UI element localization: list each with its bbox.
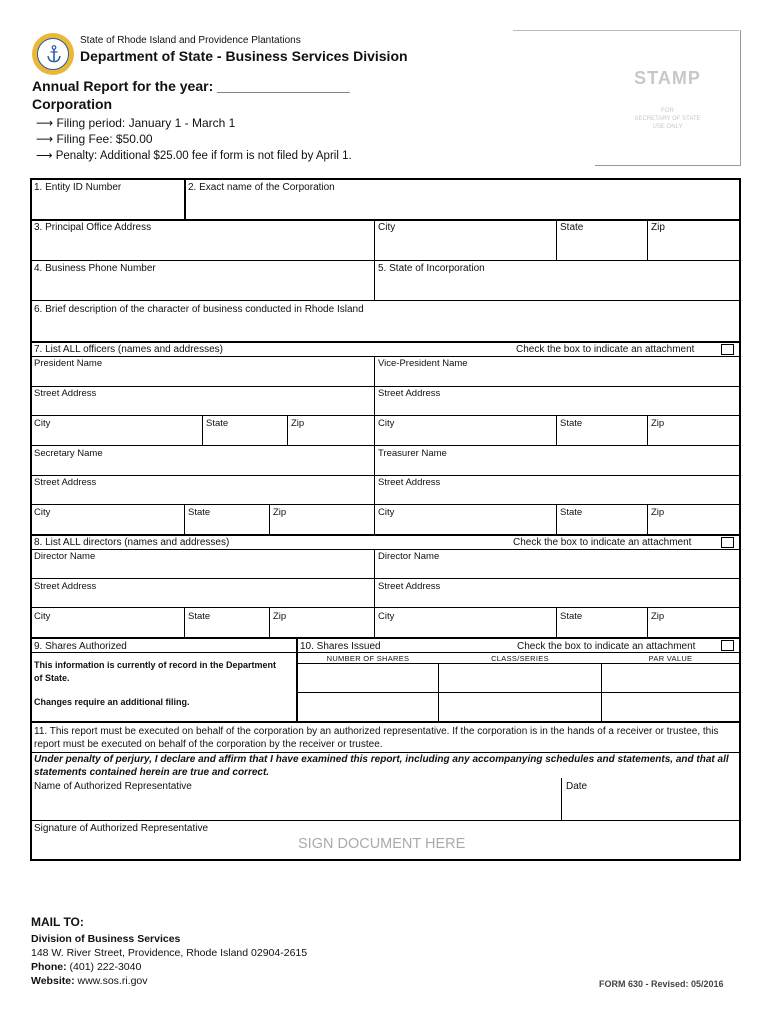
- item11-text: 11. This report must be executed on behalf of the corporation by an authorized representative. If the corporation is in the hands of a receiver or trustee, this report must be executed on behalf of the corporation by the receiver or trustee.: [34, 726, 719, 750]
- vice-president-name-field[interactable]: Vice-President Name: [378, 358, 468, 369]
- phone-field[interactable]: 4. Business Phone Number: [34, 263, 156, 274]
- president-city-field[interactable]: City: [34, 418, 51, 429]
- directors-heading: 8. List ALL directors (names and addresses): [34, 537, 230, 548]
- president-street-field[interactable]: Street Address: [34, 388, 97, 399]
- arrow-right-icon: ⟶: [36, 150, 53, 162]
- secretary-state-field[interactable]: State: [188, 507, 211, 518]
- website-link[interactable]: www.sos.ri.gov: [77, 975, 148, 987]
- report-title: Annual Report for the year: _________________: [32, 78, 350, 94]
- treasurer-name-field[interactable]: Treasurer Name: [378, 448, 447, 459]
- president-state-field[interactable]: State: [206, 418, 229, 429]
- mailing-address: 148 W. River Street, Providence, Rhode Island 02904-2615: [31, 947, 308, 959]
- par-value-cell-1[interactable]: [603, 664, 739, 691]
- shares-attach-label: Check the box to indicate an attachment: [517, 641, 696, 652]
- president-name-field[interactable]: President Name: [34, 358, 103, 369]
- number-of-shares-cell-2[interactable]: [298, 693, 437, 720]
- vice-president-street-field[interactable]: Street Address: [378, 388, 441, 399]
- stamp-line2: SECRETARY OF STATE: [634, 116, 701, 122]
- officers-heading: 7. List ALL officers (names and addresses): [34, 344, 223, 355]
- directors-attach-label: Check the box to indicate an attachment: [513, 537, 692, 548]
- arrow-right-icon: ⟶: [36, 116, 54, 130]
- treasurer-street-field[interactable]: Street Address: [378, 477, 441, 488]
- shares-authorized-note: This information is currently of record in the Department of State.: [34, 660, 277, 683]
- col-class-series: CLASS/SERIES: [491, 654, 549, 663]
- anchor-icon: [47, 45, 61, 63]
- director2-state-field[interactable]: State: [560, 611, 583, 622]
- shares-attachment-checkbox[interactable]: [721, 640, 734, 651]
- phone-line: [31, 961, 141, 973]
- class-series-cell-2[interactable]: [440, 693, 600, 720]
- signature-field[interactable]: Signature of Authorized Representative: [34, 823, 208, 834]
- website-label: Website:: [31, 975, 75, 987]
- stamp-line1: FOR: [661, 108, 674, 114]
- principal-office-field[interactable]: 3. Principal Office Address: [34, 222, 152, 233]
- vice-president-zip-field[interactable]: Zip: [651, 418, 665, 429]
- incorporation-field[interactable]: 5. State of Incorporation: [378, 263, 485, 274]
- col-number-of-shares: NUMBER OF SHARES: [326, 654, 410, 663]
- date-field[interactable]: Date: [566, 781, 588, 792]
- number-of-shares-cell-1[interactable]: [298, 664, 437, 691]
- website-line: [31, 975, 148, 987]
- principal-state-field[interactable]: State: [560, 222, 584, 233]
- state-seal-logo: [32, 33, 74, 75]
- corp-name-field[interactable]: 2. Exact name of the Corporation: [188, 182, 335, 193]
- phone-label: Phone:: [31, 961, 67, 973]
- officers-attachment-checkbox[interactable]: [721, 344, 734, 355]
- stamp-box: [595, 30, 741, 166]
- rep-name-field[interactable]: Name of Authorized Representative: [34, 781, 192, 792]
- shares-issued-heading: 10. Shares Issued: [300, 641, 381, 652]
- director2-street-field[interactable]: Street Address: [378, 581, 441, 592]
- director1-city-field[interactable]: City: [34, 611, 51, 622]
- division-name: Division of Business Services: [31, 933, 181, 945]
- phone-number: (401) 222-3040: [69, 961, 142, 973]
- principal-city-field[interactable]: City: [378, 222, 396, 233]
- filing-period: Filing period: January 1 - March 1: [56, 116, 236, 130]
- filing-fee-row: [36, 132, 153, 146]
- class-series-cell-1[interactable]: [440, 664, 600, 691]
- treasurer-city-field[interactable]: City: [378, 507, 395, 518]
- penalty: Penalty: Additional $25.00 fee if form is not filed by April 1.: [55, 150, 352, 162]
- mail-to-heading: MAIL TO:: [31, 915, 84, 929]
- entity-id-field[interactable]: 1. Entity ID Number: [34, 182, 122, 193]
- shares-change-note: Changes require an additional filing.: [34, 697, 190, 707]
- state-name: State of Rhode Island and Providence Plantations: [80, 35, 301, 46]
- col-par-value: PAR VALUE: [648, 654, 693, 663]
- description-field[interactable]: 6. Brief description of the character of business conducted in Rhode Island: [34, 304, 364, 315]
- principal-zip-field[interactable]: Zip: [651, 222, 665, 233]
- department-title: Department of State - Business Services Division: [80, 48, 408, 64]
- directors-attachment-checkbox[interactable]: [721, 537, 734, 548]
- perjury-statement: Under penalty of perjury, I declare and affirm that I have examined this report, including any accompanying schedules and statements, and that all statements contained herein are true and correct.: [34, 754, 729, 778]
- president-zip-field[interactable]: Zip: [291, 418, 305, 429]
- par-value-cell-2[interactable]: [603, 693, 739, 720]
- director1-street-field[interactable]: Street Address: [34, 581, 97, 592]
- stamp-line3: USE ONLY: [652, 124, 683, 130]
- treasurer-zip-field[interactable]: Zip: [651, 507, 665, 518]
- secretary-street-field[interactable]: Street Address: [34, 477, 97, 488]
- sign-document-here[interactable]: SIGN DOCUMENT HERE: [298, 836, 466, 852]
- penalty-row: [36, 148, 352, 162]
- secretary-name-field[interactable]: Secretary Name: [34, 448, 103, 459]
- director2-name-field[interactable]: Director Name: [378, 551, 440, 562]
- director1-name-field[interactable]: Director Name: [34, 551, 96, 562]
- secretary-zip-field[interactable]: Zip: [273, 507, 287, 518]
- director1-zip-field[interactable]: Zip: [273, 611, 287, 622]
- arrow-right-icon: ⟶: [36, 132, 54, 146]
- stamp-title: STAMP: [634, 68, 701, 88]
- vice-president-city-field[interactable]: City: [378, 418, 395, 429]
- director2-city-field[interactable]: City: [378, 611, 395, 622]
- report-subtitle: Corporation: [32, 96, 113, 112]
- filing-fee: Filing Fee: $50.00: [56, 132, 153, 146]
- officers-attach-label: Check the box to indicate an attachment: [516, 344, 695, 355]
- shares-authorized-heading: 9. Shares Authorized: [34, 641, 127, 652]
- director2-zip-field[interactable]: Zip: [651, 611, 665, 622]
- treasurer-state-field[interactable]: State: [560, 507, 583, 518]
- form-id: FORM 630 - Revised: 05/2016: [599, 979, 724, 989]
- secretary-city-field[interactable]: City: [34, 507, 51, 518]
- filing-period-row: [36, 116, 235, 130]
- director1-state-field[interactable]: State: [188, 611, 211, 622]
- vice-president-state-field[interactable]: State: [560, 418, 583, 429]
